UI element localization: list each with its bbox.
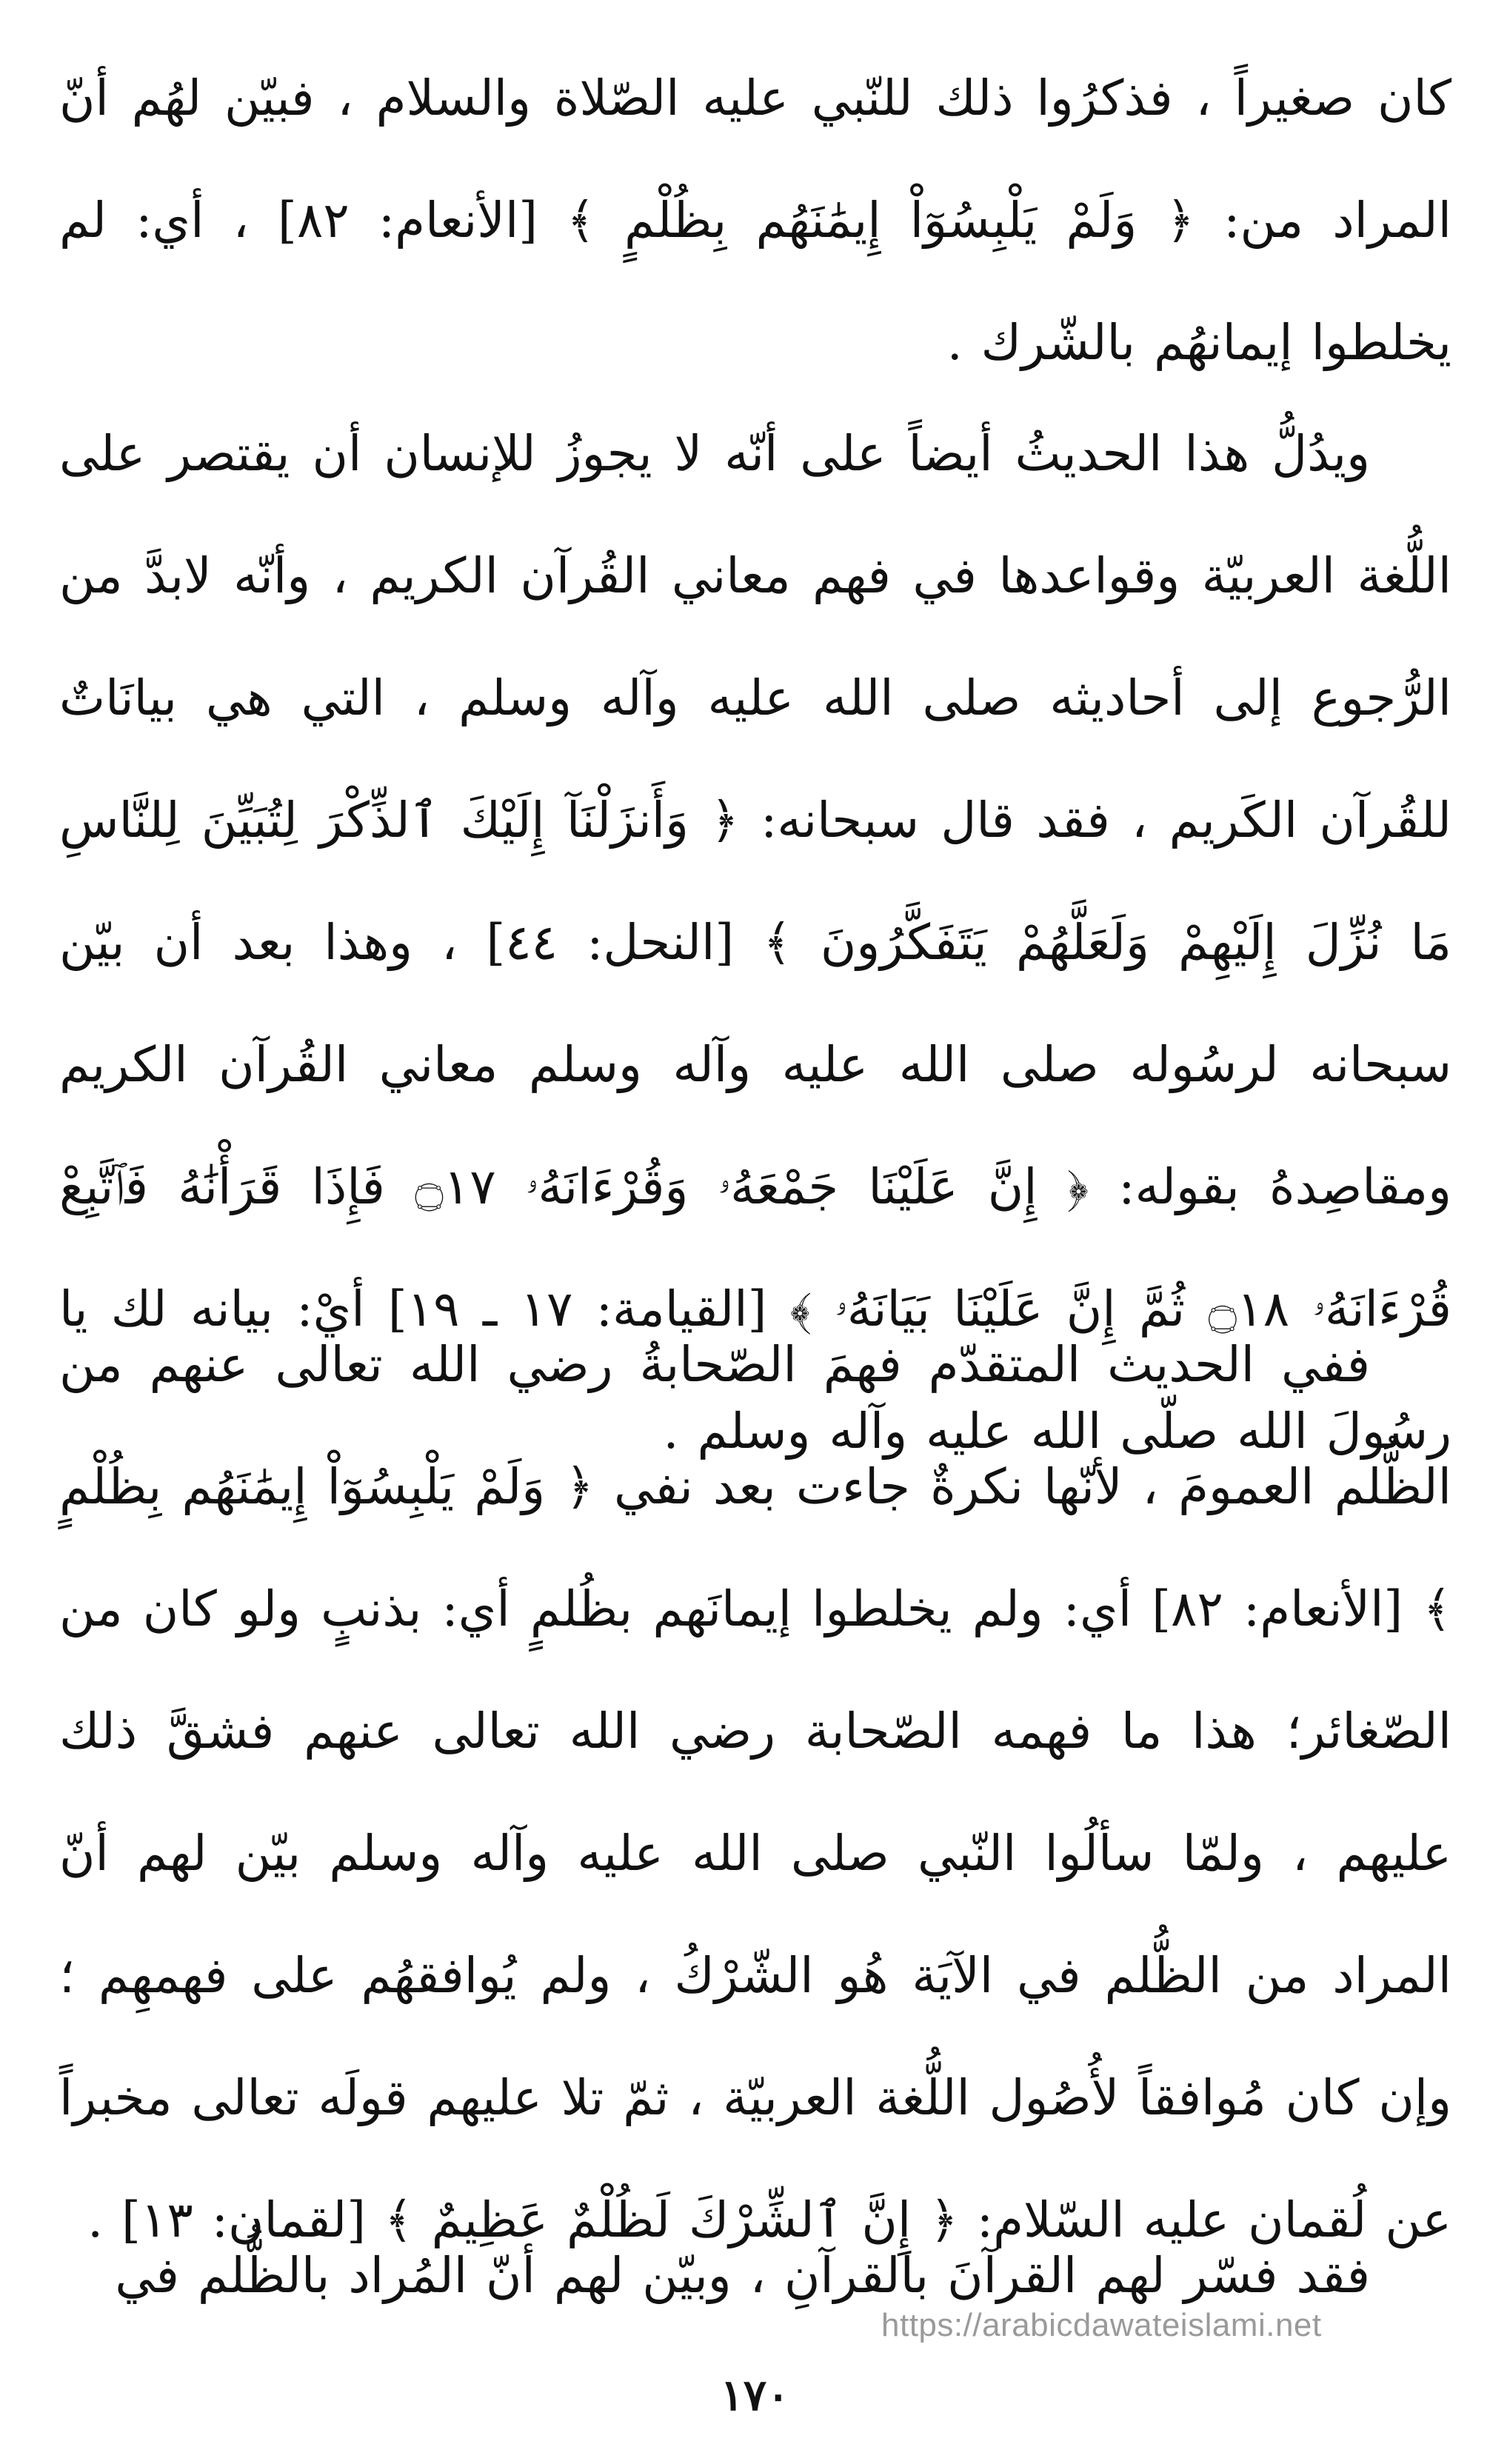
paragraph-text: فقد فسّر لهم القرآنَ بالقرآنِ ، وبيّن لهم أنّ المُراد بالظُّلم في <box>115 2247 1370 2304</box>
paragraph-1 <box>59 37 1451 404</box>
paragraph-3 <box>59 1303 1451 2281</box>
paragraph-text: كان صغيراً ، فذكرُوا ذلك للنّبي عليه الصّلاة والسلام ، فبيّن لهُم أنّ المراد من: ﴿ وَلَمْ يَلْبِسُوٓاْ إِيمَٰنَهُم بِظُلْمٍ ﴾ [الأنعام: ٨٢] ، أي: لم يخلطوا إيمانهُم بالشّرك . <box>59 70 1451 371</box>
page-number: ١٧٠ <box>720 2370 790 2420</box>
website-watermark: https://arabicdawateislami.net <box>881 2307 1322 2343</box>
paragraph-text: ففي الحديث المتقدّم فهمَ الصّحابةُ رضي الله تعالى عنهم من الظُّلم العمومَ ، لأنّها نكرةٌ جاءت بعد نفي ﴿ وَلَمْ يَلْبِسُوٓاْ إِيمَٰنَهُم بِظُلْمٍ ﴾ [الأنعام: ٨٢] أي: ولم يخلطوا إيمانَهم بظُلمٍ أي: بذنبٍ ولو كان من الصّغائر؛ هذا ما فهمه الصّحابة رضي الله تعالى عنهم فشقَّ ذلك عليهم ، ولمّا سألُوا النّبي صلى الله عليه وآله وسلم بيّن لهم أنّ المراد من الظُّلم في الآيَة هُو الشّرْكُ ، ولم يُوافقهُم على فهمهِم ؛ وإن كان مُوافقاً لأُصُول اللُّغة العربيّة ، ثمّ تلا عليهم قولَه تعالى مخبراً عن لُقمان عليه السّلام: ﴿ إِنَّ ٱلشِّرْكَ لَظُلْمٌ عَظِيمٌ ﴾ [لقمان: ١٣] . <box>59 1336 1451 2248</box>
paragraph-text: ويدُلُّ هذا الحديثُ أيضاً على أنّه لا يجوزُ للإنسان أن يقتصر على اللُّغة العربيّة وقواعدها في فهم معاني القُرآن الكريم ، وأنّه لابدَّ من الرُّجوع إلى أحاديثه صلى الله عليه وآله وسلم ، التي هي بيانَاتٌ للقُرآن الكَريم ، فقد قال سبحانه: ﴿ وَأَنزَلْنَآ إِلَيْكَ ٱلذِّكْرَ لِتُبَيِّنَ لِلنَّاسِ مَا نُزِّلَ إِلَيْهِمْ وَلَعَلَّهُمْ يَتَفَكَّرُونَ ﴾ [النحل: ٤٤] ، وهذا بعد أن بيّن سبحانه لرسُوله صلى الله عليه وآله وسلم معاني القُرآن الكريم ومقاصِدهُ بقوله: ﴿ إِنَّ عَلَيْنَا جَمْعَهُۥ وَقُرْءَانَهُۥ ۝١٧ فَإِذَا قَرَأْنَٰهُ فَٱتَّبِعْ قُرْءَانَهُۥ ۝١٨ ثُمَّ إِنَّ عَلَيْنَا بَيَانَهُۥ ﴾ [القيامة: ١٧ ـ ١٩] أيْ: بيانه لك يا رسُولَ الله صلّى الله عليه وآله وسلم . <box>59 425 1451 1460</box>
